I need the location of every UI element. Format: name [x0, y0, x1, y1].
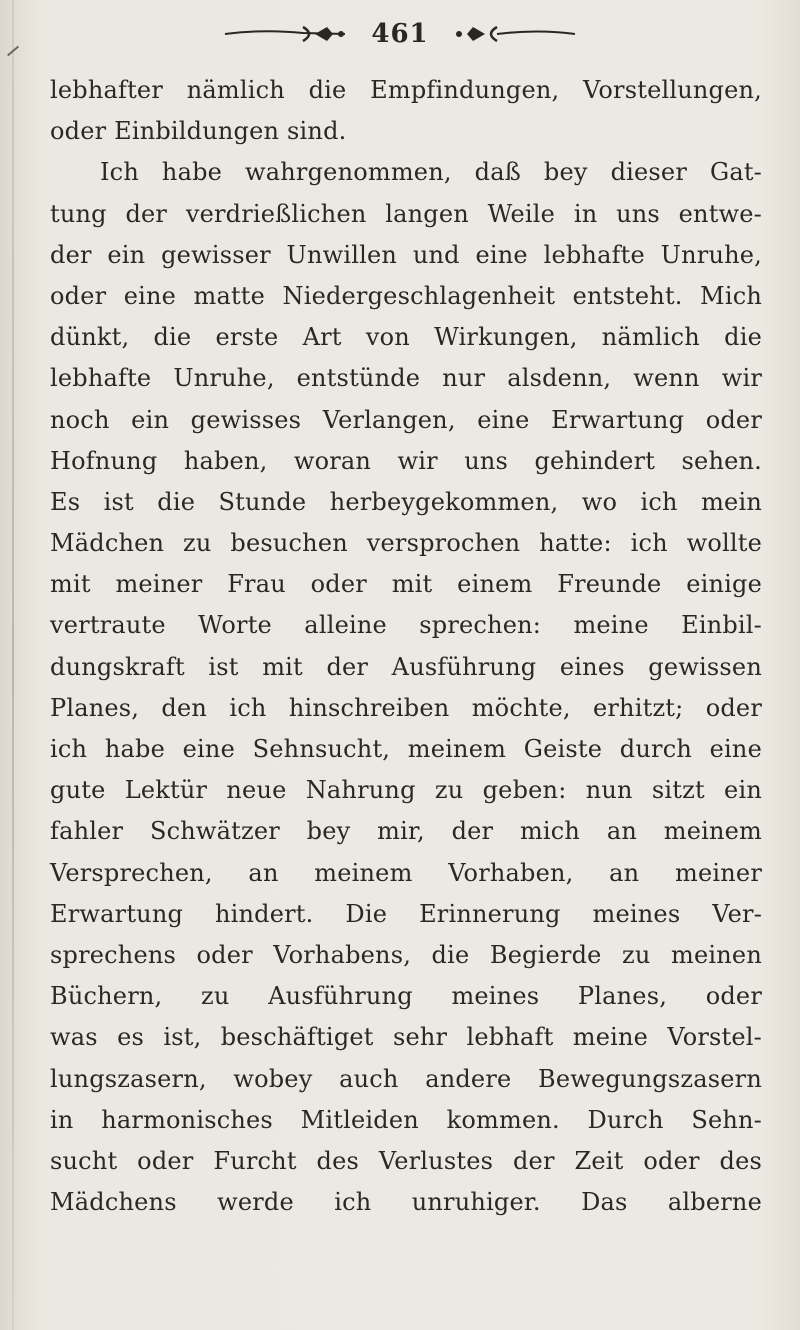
text-line: vertraute Worte alleine sprechen: meine Einbil- [50, 611, 762, 640]
text-line: Hofnung haben, woran wir uns gehindert sehen. [50, 446, 762, 475]
page-gutter [12, 0, 14, 1330]
text-line: Mädchens werde ich unruhiger. Das alberne [50, 1188, 762, 1217]
text-line: gute Lektür neue Nahrung zu geben: nun sitzt ein [50, 776, 762, 805]
text-line: tung der verdrießlichen langen Weile in uns entwe- [50, 199, 762, 228]
text-line: dünkt, die erste Art von Wirkungen, nämlich die [50, 323, 762, 352]
page-header [0, 14, 800, 54]
right-ornament-icon [447, 23, 577, 45]
text-line: sucht oder Furcht des Verlustes der Zeit oder des [50, 1146, 762, 1175]
text-line: fahler Schwätzer bey mir, der mich an meinem [50, 817, 762, 846]
text-line: Mädchen zu besuchen versprochen hatte: ich wollte [50, 529, 762, 558]
text-line: der ein gewisser Unwillen und eine lebhafte Unruhe, [50, 240, 762, 269]
text-line: oder eine matte Niedergeschlagenheit entsteht. Mich [50, 281, 762, 310]
text-line: in harmonisches Mitleiden kommen. Durch Sehn- [50, 1105, 762, 1134]
text-line: Planes, den ich hinschreiben möchte, erhitzt; oder [50, 693, 762, 722]
text-line: lebhafte Unruhe, entstünde nur alsdenn, wenn wir [50, 364, 762, 393]
text-line: oder Einbildungen sind. [50, 117, 347, 146]
text-line: mit meiner Frau oder mit einem Freunde einige [50, 570, 762, 599]
text-line: lebhafter nämlich die Empfindungen, Vorstellungen, [50, 76, 762, 104]
text-line: Erwartung hindert. Die Erinnerung meines Ver- [50, 899, 762, 928]
text-line: Es ist die Stunde herbeygekommen, wo ich mein [50, 487, 762, 516]
text-line: Versprechen, an meinem Vorhaben, an meiner [50, 858, 762, 887]
page-number: 461 [371, 19, 429, 49]
body-text [50, 70, 762, 1223]
left-ornament-icon [223, 23, 353, 45]
text-line: ich habe eine Sehnsucht, meinem Geiste durch eine [50, 735, 762, 763]
text-line: lungszasern, wobey auch andere Bewegungszasern [50, 1064, 762, 1093]
text-line: Büchern, zu Ausführung meines Planes, oder [50, 982, 762, 1011]
text-line: Ich habe wahrgenommen, daß bey dieser Gat- [100, 158, 762, 187]
text-line: noch ein gewisses Verlangen, eine Erwartung oder [50, 405, 762, 434]
text-line: was es ist, beschäftiget sehr lebhaft meine Vorstel- [50, 1023, 762, 1052]
text-line: dungskraft ist mit der Ausführung eines gewissen [50, 652, 762, 681]
text-line: sprechens oder Vorhabens, die Begierde zu meinen [50, 940, 762, 969]
